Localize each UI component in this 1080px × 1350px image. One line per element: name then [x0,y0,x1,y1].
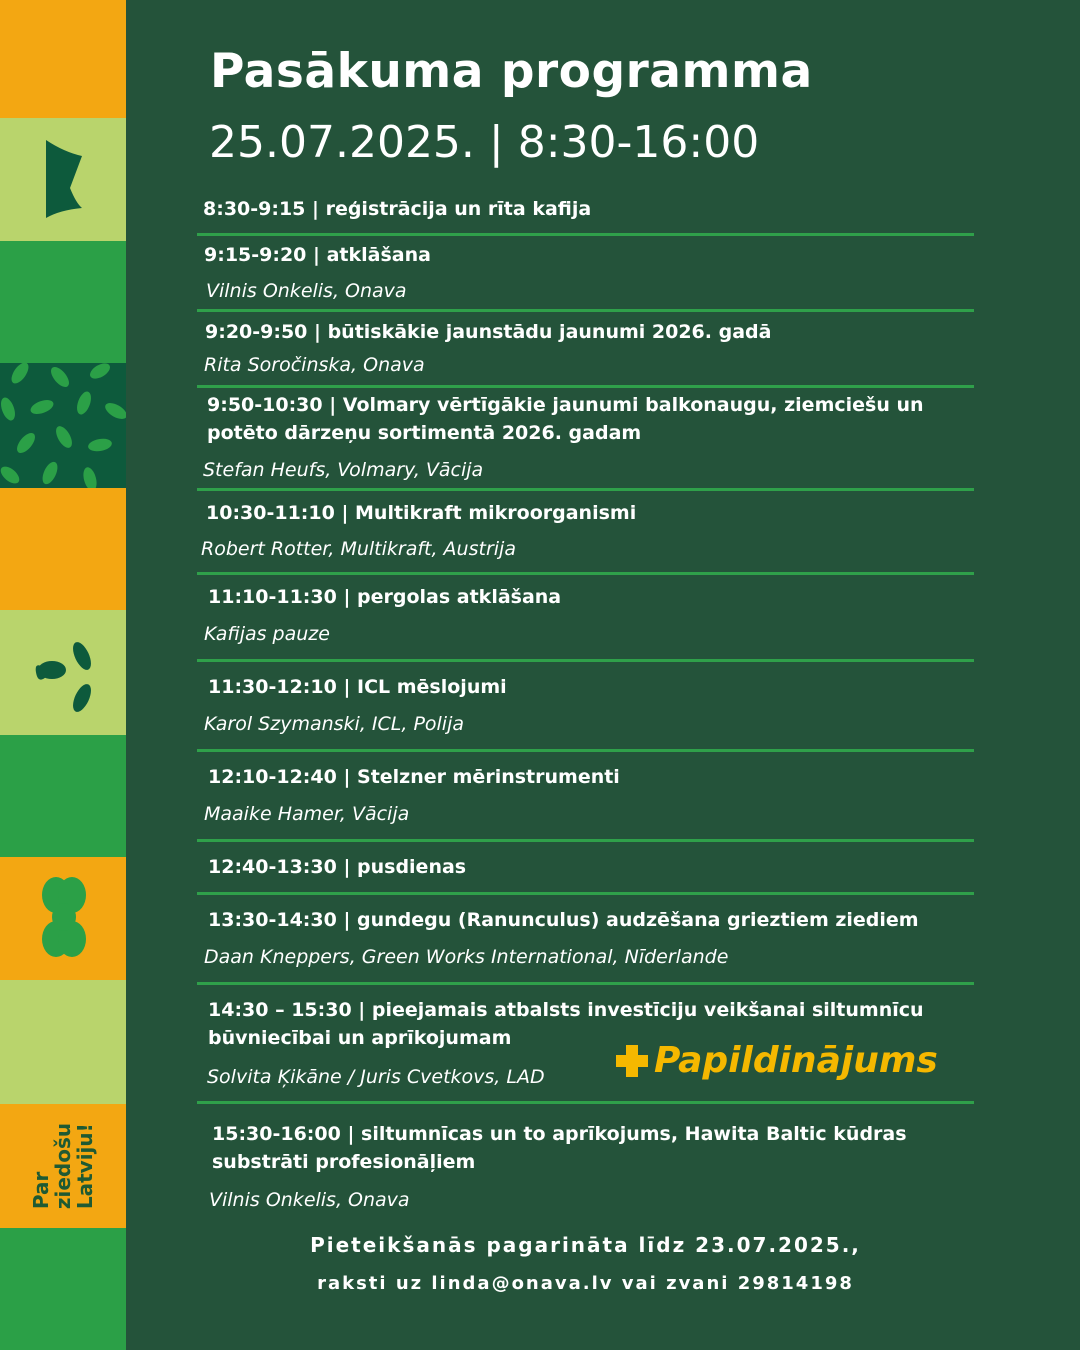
schedule-item-speaker: Stefan Heufs, Volmary, Vācija [203,459,484,481]
strip-block-green [0,1228,126,1350]
schedule-item-title: 14:30 – 15:30 | pieejamais atbalsts investīciju veikšanai siltumnīcu būvniecībai un aprīkojumam [208,999,924,1049]
schedule-item-title: 9:20-9:50 | būtiskākie jaunstādu jaunumi 2026. gadā [205,321,772,343]
footer-contact: raksti uz linda@onava.lv vai zvani 29814198 [317,1273,854,1294]
strip-block-lightgreen [0,980,126,1104]
divider [197,488,974,491]
divider [197,1101,974,1104]
schedule-item-speaker: Karol Szymanski, ICL, Polija [204,713,465,735]
side-badge [0,1104,126,1228]
schedule-item-speaker: Daan Kneppers, Green Works International, Nīderlande [204,946,729,968]
divider [197,659,974,662]
schedule-item-title: 9:15-9:20 | atklāšana [204,244,431,266]
leaf-stack-icon [0,857,126,980]
schedule-item-title: 15:30-16:00 | siltumnīcas un to aprīkojums, Hawita Baltic kūdras substrāti profesionāļiem [212,1123,907,1173]
event-date-time: 25.07.2025. | 8:30-16:00 [209,117,760,168]
strip-block-green [0,735,126,857]
schedule-item-title: 11:10-11:30 | pergolas atklāšana [208,586,562,608]
schedule-item-title: 12:10-12:40 | Stelzner mērinstrumenti [208,766,620,788]
schedule-item-speaker: Vilnis Onkelis, Onava [206,280,407,302]
schedule-item-speaker: Solvita Ķikāne / Juris Cvetkovs, LAD [207,1066,545,1088]
schedule-item-title: 12:40-13:30 | pusdienas [208,856,467,878]
plus-icon [614,1043,650,1079]
schedule-item-speaker: Vilnis Onkelis, Onava [209,1189,410,1211]
divider [197,982,974,985]
divider [197,385,974,388]
divider [197,572,974,575]
divider [197,839,974,842]
decorative-strip [0,0,126,1350]
flag-icon [0,118,126,241]
schedule-item-speaker: Rita Soročinska, Onava [204,354,425,376]
divider [197,749,974,752]
divider [197,309,974,312]
strip-block-orange [0,0,126,118]
strip-block-green [0,241,126,363]
schedule-item-speaker: Kafijas pauze [204,623,330,645]
side-badge-text: Par ziedošu Latviju! [29,1122,97,1210]
schedule-item-speaker: Maaike Hamer, Vācija [204,803,410,825]
addition-label [614,1040,938,1081]
page-title: Pasākuma programma [210,44,813,99]
addition-label-text: Papildinājums [654,1040,938,1081]
schedule-item-speaker: Robert Rotter, Multikraft, Austrija [201,538,516,560]
divider [197,233,974,236]
schedule-item-title: 10:30-11:10 | Multikraft mikroorganismi [206,502,637,524]
divider [197,892,974,895]
schedule-item-title: 8:30-9:15 | reģistrācija un rīta kafija [203,198,592,220]
strip-block-orange [0,488,126,610]
leaf-cluster-icon [0,610,126,735]
leaf-pattern-icon [0,363,126,488]
schedule-item-title: 9:50-10:30 | Volmary vērtīgākie jaunumi balkonaugu, ziemciešu un potēto dārzeņu sortimentā 2026. gadam [207,394,924,444]
footer-registration-note: Pieteikšanās pagarināta līdz 23.07.2025., [310,1233,861,1257]
schedule-item-title: 13:30-14:30 | gundegu (Ranunculus) audzēšana grieztiem ziediem [208,909,919,931]
schedule-item-title: 11:30-12:10 | ICL mēslojumi [208,676,507,698]
